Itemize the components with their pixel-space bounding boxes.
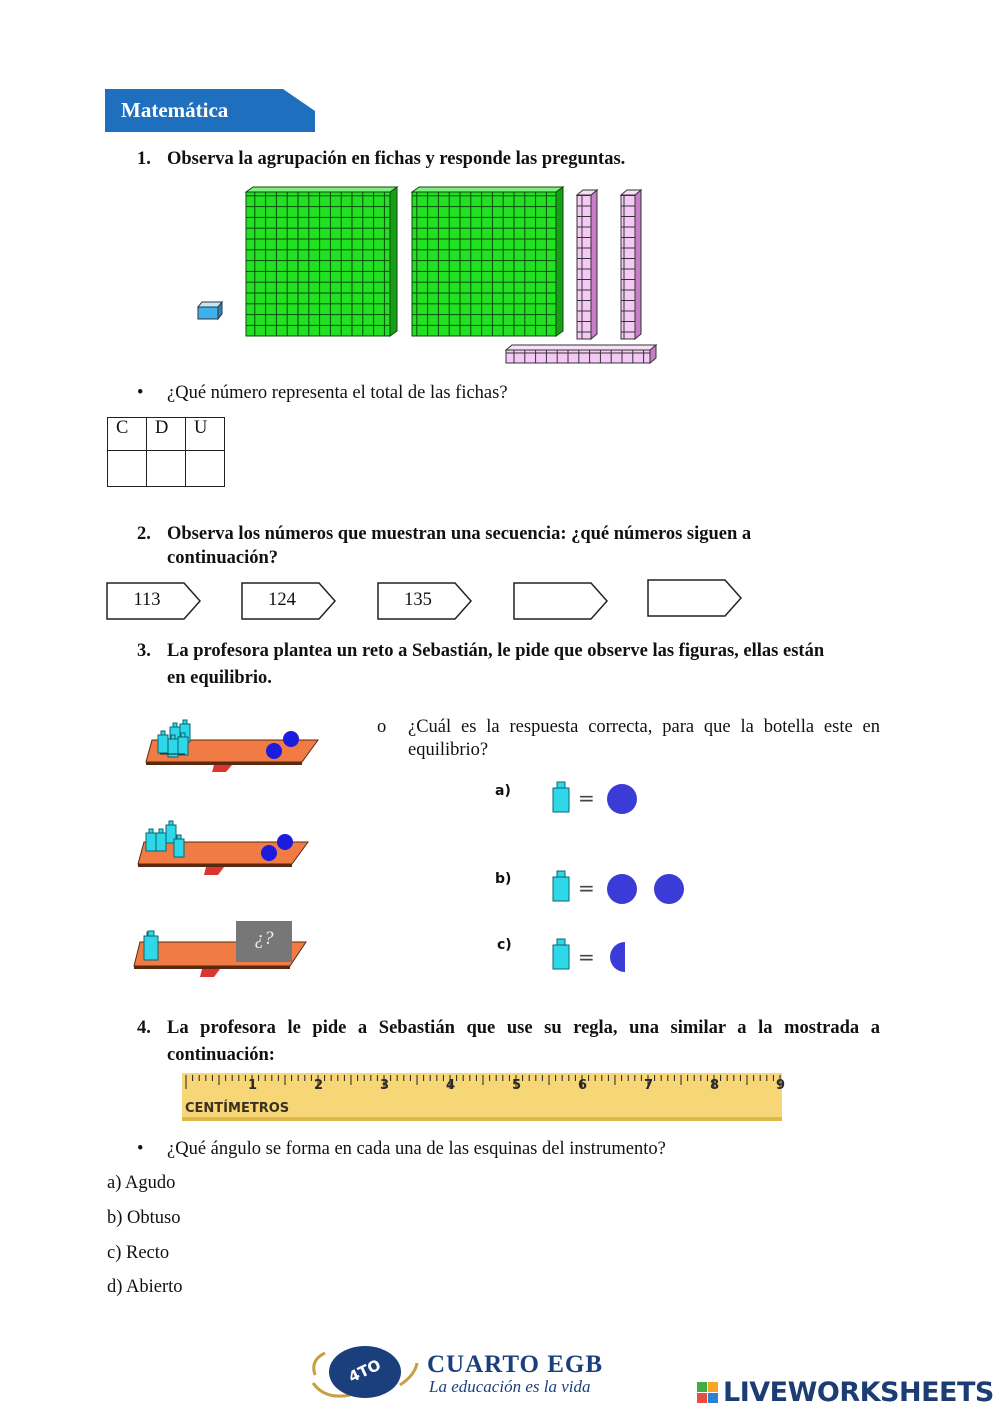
option-a[interactable]: = — [552, 780, 642, 820]
q3-bullet-line1: ¿Cuál es la respuesta correcta, para que la botella este en — [408, 717, 880, 737]
q3-bullet-line2: equilibrio? — [408, 740, 489, 760]
answer-option-a[interactable]: a) Agudo — [107, 1173, 176, 1193]
hundred-flat — [412, 187, 563, 336]
sequence-answer-box-5[interactable] — [647, 579, 742, 622]
ruler-label: CENTÍMETROS — [185, 1101, 290, 1116]
question-1: 1. Observa la agrupación en fichas y responde las preguntas. — [137, 149, 626, 169]
question-4-cont: continuación: — [167, 1045, 275, 1065]
option-c-letter: c) — [497, 937, 512, 953]
answer-cell-c[interactable] — [108, 451, 147, 487]
ruler-number: 2 — [314, 1078, 324, 1093]
cdu-table — [107, 417, 225, 487]
answer-cell-u[interactable] — [186, 451, 225, 487]
unknown-weight-label: ¿? — [254, 928, 274, 949]
unit-cube — [198, 302, 222, 319]
school-logo — [305, 1345, 685, 1401]
question-2: 2. Observa los números que muestran una secuencia: ¿qué números siguen a — [137, 524, 752, 544]
question-4: 4. La profesora le pide a Sebastián que use su regla, una similar a la mostrada a — [137, 1018, 880, 1038]
sequence-answer-box-4[interactable] — [513, 582, 608, 625]
balance-scales — [130, 710, 330, 980]
q1-bullet: • ¿Qué número representa el total de las fichas? — [167, 383, 508, 404]
q3-circle-bullet: o — [377, 717, 387, 737]
logo-subtitle: La educación es la vida — [429, 1377, 591, 1396]
option-c[interactable]: = — [552, 937, 642, 977]
header-d: D — [147, 418, 186, 451]
scale-2 — [138, 821, 308, 875]
ruler-number: 6 — [578, 1078, 588, 1093]
ruler-number: 3 — [380, 1078, 390, 1093]
ten-rod — [577, 190, 597, 339]
sequence-box-2: 124 — [241, 582, 336, 625]
liveworksheets-wordmark: LIVEWORKSHEETS — [723, 1377, 994, 1408]
question-3-cont: en equilibrio. — [167, 668, 272, 688]
question-2-cont: continuación? — [167, 548, 279, 568]
ruler-number: 8 — [710, 1078, 720, 1093]
ruler-number: 9 — [776, 1078, 786, 1093]
logo-badge: 4TO — [345, 1355, 384, 1387]
option-b[interactable]: = — [552, 869, 692, 909]
q4-bullet: • ¿Qué ángulo se forma en cada una de las esquinas del instrumento? — [167, 1139, 666, 1160]
answer-option-b[interactable]: b) Obtuso — [107, 1208, 181, 1228]
ruler-number: 7 — [644, 1078, 654, 1093]
option-b-letter: b) — [495, 871, 512, 887]
sequence-box-3: 135 — [377, 582, 472, 625]
ruler — [182, 1073, 786, 1121]
liveworksheets-brand — [697, 1378, 997, 1410]
logo-title: CUARTO EGB — [427, 1351, 604, 1378]
header-c: C — [108, 418, 147, 451]
header-u: U — [186, 418, 225, 451]
section-title: Matemática — [121, 98, 229, 122]
ten-rod — [621, 190, 641, 339]
hundred-flat — [246, 187, 397, 336]
ruler-number: 4 — [446, 1078, 456, 1093]
answer-option-c[interactable]: c) Recto — [107, 1243, 170, 1263]
option-a-letter: a) — [495, 783, 511, 799]
liveworksheets-icon — [697, 1382, 719, 1404]
ruler-number: 5 — [512, 1078, 522, 1093]
answer-cell-d[interactable] — [147, 451, 186, 487]
answer-option-d[interactable]: d) Abierto — [107, 1277, 183, 1297]
sequence-box-1: 113 — [106, 582, 201, 625]
ruler-number: 1 — [248, 1078, 258, 1093]
ten-rod — [506, 345, 656, 363]
scale-1 — [146, 720, 318, 772]
base-ten-blocks — [190, 185, 670, 375]
question-3: 3. La profesora plantea un reto a Sebastián, le pide que observe las figuras, ellas están — [137, 641, 825, 661]
